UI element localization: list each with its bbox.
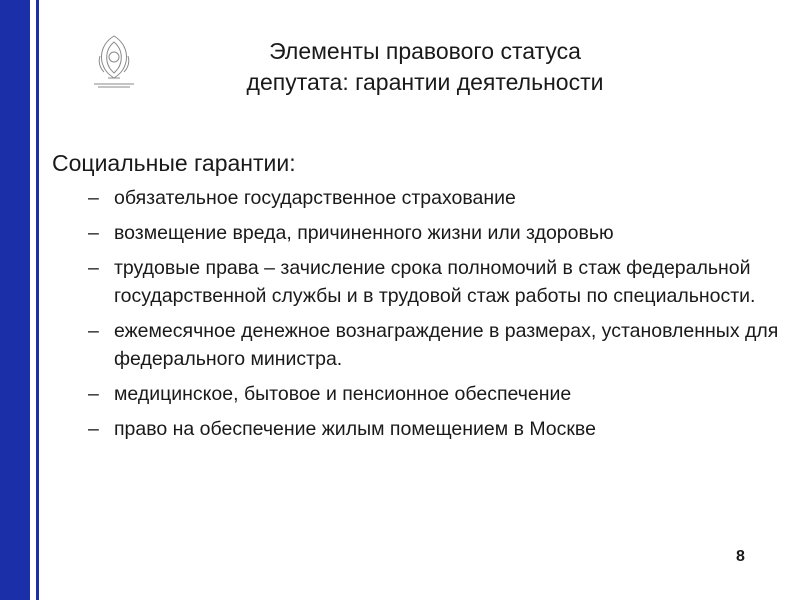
left-accent-line <box>36 0 39 600</box>
slide-content <box>52 148 782 450</box>
bullet-text: медицинское, бытовое и пенсионное обеспечение <box>114 383 572 405</box>
slide-title-line-1: Элементы правового статуса <box>269 38 581 64</box>
bullet-item <box>52 317 782 373</box>
left-accent-bar <box>0 0 30 600</box>
bullet-text: ежемесячное денежное вознаграждение в размерах, установленных для федерального министра. <box>114 320 779 370</box>
bullet-dash: – <box>88 418 99 440</box>
bullet-dash: – <box>88 320 99 342</box>
bullet-text: обязательное государственное страхование <box>114 187 516 209</box>
bullet-dash: – <box>88 383 99 405</box>
bullet-dash: – <box>88 187 99 209</box>
slide-title-line-2: депутата: гарантии деятельности <box>246 69 604 95</box>
bullet-item <box>52 184 782 212</box>
page-number: 8 <box>736 548 745 565</box>
bullet-list <box>52 184 782 443</box>
bullet-text: право на обеспечение жилым помещением в Москве <box>114 418 596 440</box>
bullet-text: трудовые права – зачисление срока полномочий в стаж федеральной государственной службы и в трудовой стаж работы по специальности. <box>114 257 756 307</box>
slide-title <box>160 36 690 98</box>
bullet-item <box>52 415 782 443</box>
emblem-logo-icon <box>86 32 142 90</box>
section-heading: Социальные гарантии: <box>52 150 296 176</box>
bullet-item <box>52 219 782 247</box>
bullet-text: возмещение вреда, причиненного жизни или здоровью <box>114 222 614 244</box>
bullet-dash: – <box>88 257 99 279</box>
bullet-item <box>52 254 782 310</box>
bullet-item <box>52 380 782 408</box>
bullet-dash: – <box>88 222 99 244</box>
